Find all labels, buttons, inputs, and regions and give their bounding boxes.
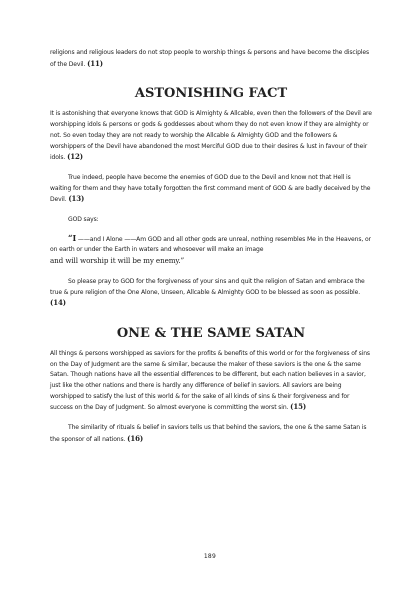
paragraph-text: So please pray to GOD for the forgiveness of your sins and quit the religion of Satan and embrace the true & pure religion of the One Alone, Unseen, Allcable & Almighty GOD to be blessed as soon as possible. [50,277,365,296]
footnote-ref-11: (11) [87,58,103,68]
footnote-ref-16: (16) [127,433,144,443]
section-heading-same-satan: ONE & THE SAME SATAN [116,325,306,341]
paragraph-text: True indeed, people have become the enemies of GOD due to the Devil and know not that Hell is waiting for them and they have totally forgotten the first command ment of GOD & are badly deceived by the Devil. [50,173,371,204]
paragraph-astonishing [50,109,372,164]
intro-text: religions and religious leaders do not stop people to worship things & persons and have become the disciples of the Devil. [50,49,370,68]
quote-paragraph [50,233,372,268]
footnote-ref-14: (14) [50,298,66,308]
quote-tail: and will worship it will be my enemy.” [50,256,185,266]
footnote-ref-13: (13) [68,194,85,204]
paragraph-similarity [50,423,372,445]
page-number: 189 [203,553,217,560]
paragraph-text: The similarity of rituals & belief in saviors tells us that behind the saviors, the one & the same Satan is the sponsor of all nations. [50,424,367,443]
intro-paragraph [50,48,372,70]
paragraph-saviors [50,349,372,414]
document-page [50,48,372,446]
footnote-ref-15: (15) [290,402,307,412]
god-says-line: GOD says: [68,216,99,224]
quote-open: “I [68,232,77,243]
paragraph-text: All things & persons worshipped as saviors for the profits & benefits of this world or for the forgiveness of sins on the Day of Judgment are the same & similar, because the maker of these saviors is the one & the same Satan. Though nations have all the essential differences to be different, but each nation believes in a savior, just like the other nations and there is hardly any difference of belief in saviors. All saviors are being worshipped to satisfy the lust of this world & for the sake of all kinds of sins & their forgiveness and for success on the Day of Judgment. So almost everyone is committing the worst sin. [50,349,370,412]
footnote-ref-12: (12) [67,152,83,162]
paragraph-enemies [50,173,372,206]
quote-text: ——and I Alone ——Am GOD and all other gods are unreal, nothing resembles Me in the Heavens, or on earth or under the Earth in waters and whosoever will make an image [50,235,371,254]
paragraph-pray [50,277,372,310]
paragraph-text: It is astonishing that everyone knows that GOD is Almighty & Allcable, even then the followers of the Devil are worshipping idols & persons or gods & goddesses about whom they do not even know if they are almighty or not. So even today they are not ready to worship the Allcable & Almighty GOD and the followers & worshippers of the Devil have abandoned the most Merciful GOD due to their desires & lust in favour of their idols. [50,110,372,162]
section-heading-astonishing-fact: ASTONISHING FACT [134,86,288,102]
